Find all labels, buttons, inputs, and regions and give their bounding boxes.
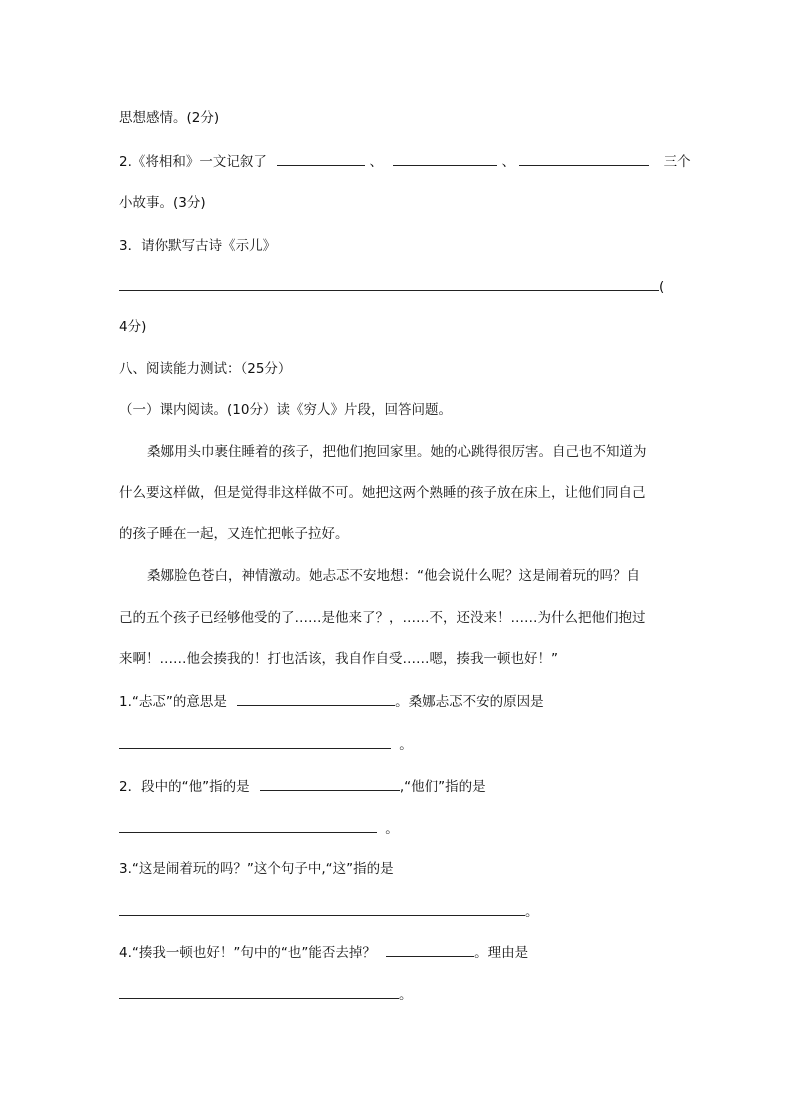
question-2-text-end: 三个 <box>663 154 691 170</box>
period: 。 <box>525 904 539 920</box>
answer-blank[interactable] <box>519 151 649 166</box>
heading: 八、阅读能力测试：（25分） <box>119 361 292 377</box>
answer-blank[interactable] <box>237 691 395 706</box>
question-text: 2．段中的“他”指的是 <box>119 779 250 795</box>
question-3 <box>119 236 276 256</box>
question-2 <box>119 151 691 172</box>
question-text: 1.“忐忑”的意思是 <box>119 694 227 710</box>
heading: （一）课内阅读。(10分）读《穷人》片段，回答问题。 <box>119 402 452 418</box>
reading-question-3 <box>119 859 394 879</box>
text: 思想感情。(2分) <box>119 110 220 126</box>
reading-question-1 <box>119 691 544 712</box>
reading-question-4 <box>119 942 528 963</box>
paren: ( <box>659 279 665 295</box>
passage-text: 桑娜用头巾裹住睡着的孩子，把他们抱回家里。她的心跳得很厉害。自己也不知道为 <box>147 444 647 460</box>
question-text: 4.“揍我一顿也好！”句中的“也”能否去掉？ <box>119 945 376 961</box>
passage-2-line-3 <box>119 649 558 669</box>
reading-question-1-answer <box>119 734 413 755</box>
reading-question-2 <box>119 776 486 797</box>
question-text: 。桑娜忐忑不安的原因是 <box>395 694 544 710</box>
passage-1-line-1 <box>147 442 647 462</box>
period: 。 <box>399 737 413 753</box>
answer-blank[interactable] <box>119 276 659 291</box>
answer-blank[interactable] <box>119 818 377 833</box>
answer-blank[interactable] <box>277 151 365 166</box>
question-2-text: 2.《将相和》一文记叙了 <box>119 154 267 170</box>
period: 。 <box>399 987 413 1003</box>
question-3-score <box>119 317 146 337</box>
text: 小故事。(3分) <box>119 195 206 211</box>
passage-1-line-2 <box>119 483 646 503</box>
period: 。 <box>385 821 399 837</box>
score: 4分) <box>119 319 147 335</box>
part-1-heading <box>119 400 452 420</box>
answer-blank[interactable] <box>386 942 474 957</box>
answer-blank[interactable] <box>393 151 497 166</box>
answer-blank[interactable] <box>119 984 399 999</box>
reading-question-2-answer <box>119 818 399 839</box>
reading-question-3-answer <box>119 901 539 922</box>
question-3-text: 3．请你默写古诗《示儿》 <box>119 238 277 254</box>
answer-blank[interactable] <box>119 901 525 916</box>
reading-question-4-answer <box>119 984 413 1005</box>
question-text: 3.“这是闹着玩的吗？”这个句子中,“这”指的是 <box>119 861 394 877</box>
passage-text: 来啊！……他会揍我的！打也活该，我自作自受……嗯，揍我一顿也好！” <box>119 651 558 667</box>
question-text: ,“他们”指的是 <box>399 779 486 795</box>
separator: 、 <box>501 154 516 170</box>
passage-1-line-3 <box>119 524 349 544</box>
answer-blank[interactable] <box>260 776 400 791</box>
question-3-answer-line <box>119 276 664 297</box>
passage-text: 什么要这样做，但是觉得非这样做不可。她把这两个熟睡的孩子放在床上，让他们同自己 <box>119 485 646 501</box>
section-8-heading <box>119 359 291 379</box>
question-2-cont <box>119 193 206 213</box>
line-1 <box>119 108 219 128</box>
passage-text: 的孩子睡在一起，又连忙把帐子拉好。 <box>119 526 349 542</box>
passage-text: 己的五个孩子已经够他受的了……是他来了？，……不，还没来！……为什么把他们抱过 <box>119 610 646 626</box>
answer-blank[interactable] <box>119 734 391 749</box>
question-text: 。理由是 <box>474 945 529 961</box>
passage-2-line-1 <box>147 566 640 586</box>
passage-2-line-2 <box>119 608 646 628</box>
passage-text: 桑娜脸色苍白，神情激动。她忐忑不安地想：“他会说什么呢？这是闹着玩的吗？自 <box>147 568 640 584</box>
separator: 、 <box>369 154 383 170</box>
